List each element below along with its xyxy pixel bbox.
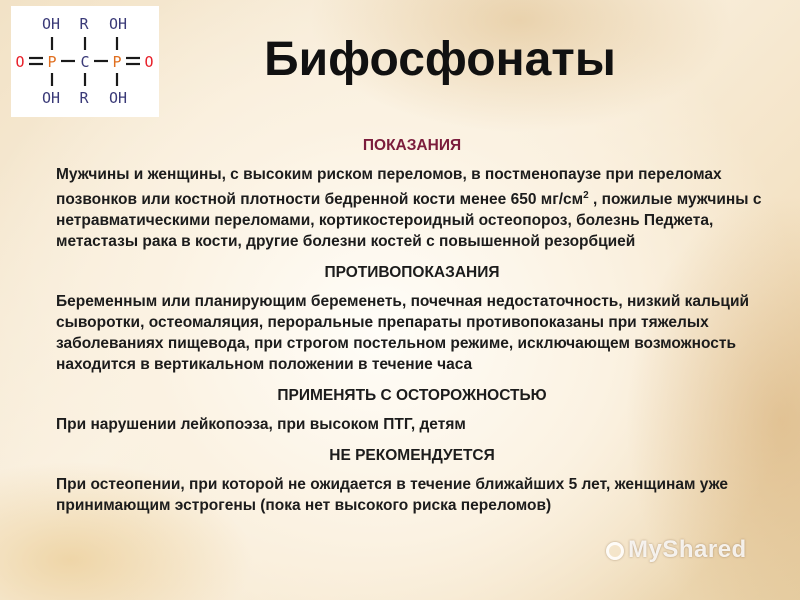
- page-title: Бифосфонаты: [264, 33, 616, 86]
- superscript-two: 2: [583, 190, 589, 201]
- formula-right-phosphorus: P: [112, 53, 122, 71]
- heading-caution: ПРИМЕНЯТЬ С ОСТОРОЖНОСТЬЮ: [277, 387, 547, 405]
- caution-text: При нарушении лейкопоэза, при высоком ПТГ, детям: [56, 416, 466, 434]
- formula-bottom-right: OH: [108, 89, 128, 107]
- formula-right-oxygen: O: [144, 53, 154, 71]
- indications-text-part1: Мужчины и женщины, с высоким риском переломов, в постменопаузе при переломах позвонков или костной плотности бедренной кости менее 650 мг/см: [56, 166, 722, 209]
- formula-bottom-center: R: [79, 89, 89, 107]
- formula-top-center: R: [79, 15, 89, 33]
- contraindications-text: Беременным или планирующим беременеть, почечная недостаточность, низкий кальций сыворотки, остеомаляция, пероральные препараты противопоказаны при тяжелых заболеваниях пищевода, при строгом постельном режиме, исключающем возможность находится в вертикальном положении в течение часа: [56, 293, 749, 374]
- watermark-icon: [606, 542, 624, 560]
- not-recommended-text: При остеопении, при которой не ожидается в течение ближайших 5 лет, женщинам уже принимающим эстрогены (пока нет высокого риска переломов): [56, 476, 728, 515]
- formula-top-right: OH: [108, 15, 128, 33]
- formula-left-oxygen: O: [15, 53, 25, 71]
- formula-top-left: OH: [41, 15, 61, 33]
- watermark-text: MyShared: [628, 536, 747, 563]
- heading-indications: ПОКАЗАНИЯ: [362, 137, 462, 154]
- formula-left-phosphorus: P: [47, 53, 57, 71]
- watermark-logo: [606, 536, 747, 564]
- formula-diagram: [11, 6, 159, 117]
- indications-text-part2: , пожилые мужчины с нетравматическими переломами, кортикостероидный остеопороз, болезнь Педжета, метастазы рака в кости, другие болезни костей с повышенной резорбцией: [56, 191, 762, 251]
- formula-center-carbon: C: [80, 53, 90, 71]
- heading-not-recommended: НЕ РЕКОМЕНДУЕТСЯ: [329, 447, 495, 465]
- heading-contraindications: ПРОТИВОПОКАЗАНИЯ: [324, 264, 500, 282]
- indications-text: [56, 164, 768, 252]
- bisphosphonate-formula: [11, 6, 159, 117]
- content-body: [56, 135, 768, 526]
- formula-bottom-left: OH: [41, 89, 61, 107]
